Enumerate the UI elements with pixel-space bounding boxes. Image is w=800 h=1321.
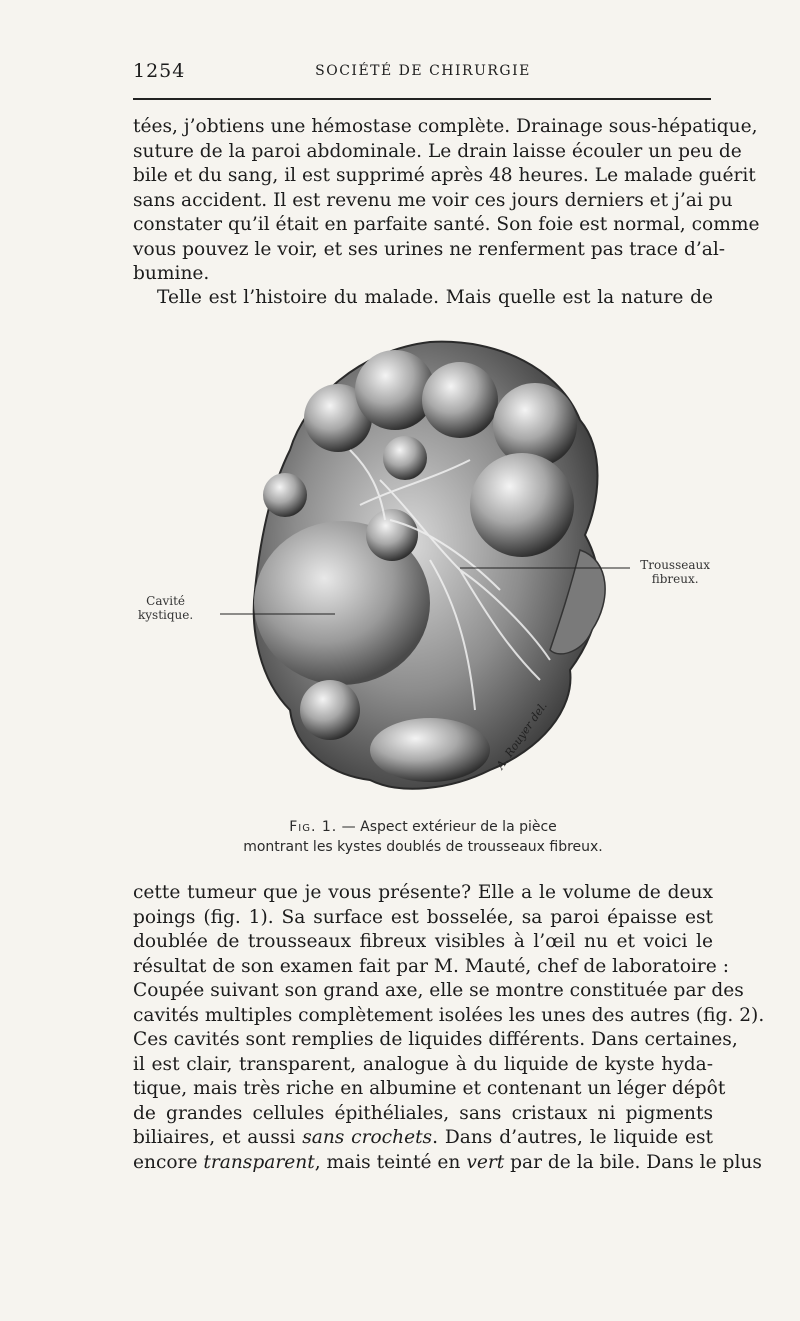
text-line: suture de la paroi abdominale. Le drain laisse écouler un peu de xyxy=(133,140,742,162)
text-line: il est clair, transparent, analogue à du liquide de kyste hyda- xyxy=(133,1053,713,1075)
label-trousseaux-fibreux xyxy=(640,558,710,586)
running-head: SOCIÉTÉ DE CHIRURGIE xyxy=(315,63,531,79)
italic-run: vert xyxy=(466,1151,505,1173)
text-line: bumine. xyxy=(133,263,210,284)
cyst xyxy=(300,680,360,740)
text-line: Coupée suivant son grand axe, elle se montre constituée par des xyxy=(133,980,744,1001)
cyst xyxy=(470,453,574,557)
cyst xyxy=(493,383,577,467)
page-header xyxy=(133,60,713,84)
text-run: . Dans d’autres, le liquide est xyxy=(432,1127,713,1148)
text-line: tées, j’obtiens une hémostase complète. Drainage sous-hépatique, xyxy=(133,116,758,137)
text-line: poings (fig. 1). Sa surface est bosselée, sa paroi épaisse est xyxy=(133,906,713,928)
header-rule xyxy=(133,98,711,100)
text-run: , mais teinté en xyxy=(314,1151,467,1173)
text-line: constater qu’il était en parfaite santé. Son foie est normal, comme xyxy=(133,214,760,235)
figure-1 xyxy=(130,330,710,820)
text-line: résultat de son examen fait par M. Mauté, chef de laboratoire : xyxy=(133,955,729,977)
caption-fig-number: Fig. 1. xyxy=(289,819,338,835)
label-line: fibreux. xyxy=(651,572,699,586)
cyst xyxy=(355,350,435,430)
text-line: sans accident. Il est revenu me voir ces jours derniers et j’ai pu xyxy=(133,189,733,211)
text-line: vous pouvez le voir, et ses urines ne renferment pas trace d’al- xyxy=(133,238,726,260)
text-line: cavités multiples complètement isolées les unes des autres (fig. 2). xyxy=(133,1004,765,1026)
text-line: Telle est l’histoire du malade. Mais quelle est la nature de xyxy=(157,287,713,308)
italic-run: sans crochets xyxy=(302,1127,433,1148)
paragraph-1 xyxy=(133,115,760,287)
label-line: kystique. xyxy=(138,608,194,622)
cyst xyxy=(422,362,498,438)
text-run: biliaires, et aussi xyxy=(133,1127,303,1148)
text-line: bile et du sang, il est supprimé après 48 heures. Le malade guérit xyxy=(133,165,756,186)
tumor-illustration xyxy=(130,330,710,820)
page-number: 1254 xyxy=(133,60,186,82)
paragraph-2 xyxy=(133,286,713,311)
label-cavite-kystique xyxy=(138,594,193,622)
text-line: Ces cavités sont remplies de liquides différents. Dans certaines, xyxy=(133,1029,738,1050)
cyst xyxy=(383,436,427,480)
figure-caption xyxy=(133,817,713,857)
caption-line-1: — Aspect extérieur de la pièce xyxy=(341,819,557,835)
artist-signature: A. Rouyer del. xyxy=(493,699,550,772)
cyst xyxy=(366,509,418,561)
text-line: doublée de trousseaux fibreux visibles à l’œil nu et voici le xyxy=(133,931,713,952)
text-line: cette tumeur que je vous présente? Elle a le volume de deux xyxy=(133,882,713,903)
text-line: de grandes cellules épithéliales, sans cristaux ni pigments xyxy=(133,1102,713,1124)
text-line xyxy=(133,1126,713,1151)
text-run: par de la bile. Dans le plus xyxy=(504,1151,762,1173)
paragraph-3 xyxy=(133,881,765,1175)
text-line xyxy=(133,1151,762,1176)
cyst xyxy=(370,718,490,782)
text-run: encore xyxy=(133,1151,204,1173)
label-line: Cavité xyxy=(146,594,186,608)
cyst xyxy=(263,473,307,517)
caption-line-2: montrant les kystes doublés de trousseaux fibreux. xyxy=(243,839,603,855)
label-line: Trousseaux xyxy=(640,558,710,572)
text-line: tique, mais très riche en albumine et contenant un léger dépôt xyxy=(133,1078,726,1099)
italic-run: transparent xyxy=(203,1151,315,1173)
